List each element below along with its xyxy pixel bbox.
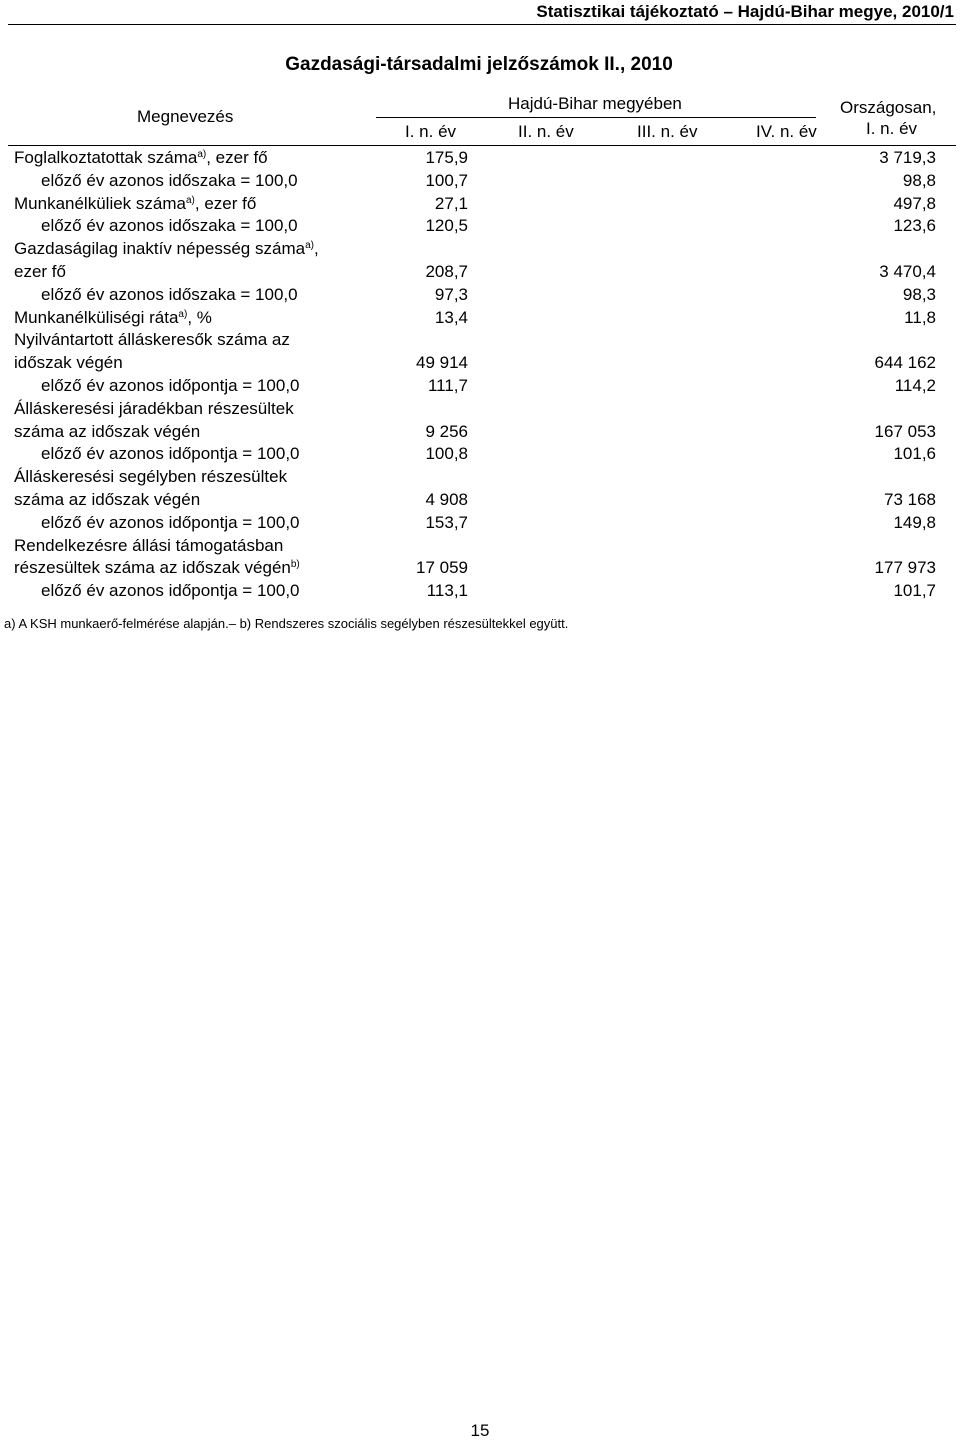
- header-rule: [8, 24, 956, 25]
- cell-q1: 13,4: [434, 307, 468, 327]
- row-label-text: Gazdaságilag inaktív népesség száma: [14, 239, 306, 259]
- cell-country: 98,3: [902, 284, 936, 304]
- row-label: [14, 193, 394, 216]
- column-header-q3: III. n. év: [637, 122, 698, 141]
- column-header-megnevezes: Megnevezés: [137, 107, 234, 126]
- row-label-text: előző év azonos időpontja = 100,0: [41, 512, 300, 532]
- row-label: [14, 215, 421, 238]
- row-label: [14, 375, 421, 398]
- table-row: [14, 170, 944, 193]
- row-label-text: Munkanélküliek száma: [14, 193, 186, 213]
- cell-country: 114,2: [894, 375, 936, 395]
- cell-q1: 208,7: [425, 261, 468, 281]
- cell-q1: 111,7: [427, 375, 468, 395]
- row-label: [14, 398, 394, 421]
- cell-country: 123,6: [893, 216, 936, 236]
- region-header-rule: [376, 117, 816, 118]
- row-label-text: előző év azonos időszaka = 100,0: [41, 284, 298, 304]
- column-header-q2: II. n. év: [518, 122, 574, 141]
- cell-country: 101,6: [893, 444, 936, 464]
- footnote-marker: a): [197, 149, 207, 160]
- row-label-text: előző év azonos időpontja = 100,0: [41, 375, 300, 395]
- row-label: [14, 147, 394, 170]
- table-title: [0, 54, 960, 76]
- row-label: [14, 329, 394, 352]
- cell-q1: 17 059: [416, 558, 468, 578]
- document-header-title: Statisztikai tájékoztató – Hajdú-Bihar megye, 2010/1: [536, 2, 954, 21]
- row-label-line2-text: száma az időszak végén: [14, 421, 201, 441]
- cell-country: 11,8: [904, 307, 936, 327]
- row-label-line2-text: időszak végén: [14, 353, 123, 373]
- row-label-text: Foglalkoztatottak száma: [14, 148, 198, 167]
- cell-country: 497,8: [893, 193, 936, 213]
- footnote: a) A KSH munkaerő-felmérése alapján.– b) Rendszeres szociális segélyben részesültekkel együtt.: [4, 616, 569, 631]
- table-row: [14, 443, 944, 466]
- row-label-text: előző év azonos időpontja = 100,0: [41, 444, 300, 464]
- row-label-line2-text: részesültek száma az időszak végén: [14, 558, 291, 578]
- row-label: [14, 512, 421, 535]
- table-row: [14, 329, 944, 375]
- column-header-country: Országosan,: [840, 98, 937, 117]
- row-label-text: Rendelkezésre állási támogatásban: [14, 535, 284, 555]
- table-body: [14, 147, 944, 603]
- table-title-text: Gazdasági-társadalmi jelzőszámok II., 2010: [285, 54, 673, 75]
- row-label-line2: [14, 261, 394, 284]
- row-label: [14, 580, 421, 603]
- cell-country: 3 470,4: [879, 261, 936, 281]
- row-label: [14, 307, 394, 330]
- row-label-line2-text: ezer fő: [14, 261, 66, 281]
- row-label-text: Nyilvántartott álláskeresők száma az: [14, 330, 290, 350]
- table-row: [14, 512, 944, 535]
- cell-q1: 175,9: [425, 148, 468, 167]
- table-row: [14, 535, 944, 581]
- column-header-region: Hajdú-Bihar megyében: [508, 94, 682, 113]
- column-header-country-period: I. n. év: [866, 119, 918, 138]
- row-label-suffix: , ezer fő: [206, 148, 268, 167]
- row-label: [14, 535, 394, 558]
- row-label-line2: [14, 421, 394, 444]
- header-bottom-rule: [8, 145, 956, 146]
- footnote-marker: a): [178, 308, 188, 320]
- page-number: 15: [470, 1421, 490, 1440]
- cell-q1: 49 914: [416, 353, 468, 373]
- row-label-text: Álláskeresési járadékban részesültek: [14, 398, 294, 418]
- row-label-line2: [14, 489, 394, 512]
- table-row: [14, 238, 944, 284]
- column-header-q4: IV. n. év: [756, 122, 817, 141]
- cell-q1: 4 908: [425, 489, 468, 509]
- row-label-text: előző év azonos időszaka = 100,0: [41, 216, 298, 236]
- cell-q1: 97,3: [434, 284, 468, 304]
- row-label: [14, 466, 394, 489]
- column-header-q1: I. n. év: [405, 122, 457, 141]
- cell-country: 167 053: [874, 421, 936, 441]
- row-label-line2: [14, 352, 394, 375]
- cell-q1: 100,8: [425, 444, 468, 464]
- row-label-line2-text: száma az időszak végén: [14, 489, 201, 509]
- footnote-marker: a): [185, 194, 195, 206]
- row-label-text: Munkanélküliségi ráta: [14, 307, 179, 327]
- row-label-line2: [14, 557, 394, 580]
- cell-q1: 9 256: [425, 421, 468, 441]
- cell-country: 101,7: [893, 581, 936, 601]
- cell-country: 98,8: [902, 170, 936, 190]
- table-row: [14, 375, 944, 398]
- table-row: [14, 147, 944, 170]
- cell-country: 3 719,3: [879, 148, 936, 167]
- footnote-marker: b): [290, 559, 300, 571]
- footnote-marker: a): [305, 240, 314, 252]
- table-row: [14, 193, 944, 216]
- table-row: [14, 215, 944, 238]
- row-label-suffix: , %: [187, 307, 212, 327]
- row-label-suffix: , ezer fő: [194, 193, 257, 213]
- cell-q1: 153,7: [425, 512, 468, 532]
- cell-country: 149,8: [893, 512, 936, 532]
- cell-q1: 120,5: [425, 216, 468, 236]
- row-label-text: Álláskeresési segélyben részesültek: [14, 467, 288, 487]
- cell-q1: 100,7: [425, 170, 468, 190]
- cell-q1: 113,1: [426, 581, 468, 601]
- row-label: [14, 284, 421, 307]
- table-row: [14, 307, 944, 330]
- cell-country: 177 973: [874, 558, 936, 578]
- table-row: [14, 466, 944, 512]
- row-label: [14, 443, 421, 466]
- table-row: [14, 398, 944, 444]
- row-label-text: előző év azonos időpontja = 100,0: [41, 581, 300, 601]
- row-label: [14, 238, 394, 261]
- table-row: [14, 580, 944, 603]
- row-label: [14, 170, 421, 193]
- cell-country: 644 162: [874, 353, 936, 373]
- row-label-suffix: ,: [313, 239, 319, 259]
- table-row: [14, 284, 944, 307]
- cell-q1: 27,1: [434, 193, 468, 213]
- cell-country: 73 168: [884, 489, 936, 509]
- row-label-text: előző év azonos időszaka = 100,0: [41, 170, 298, 190]
